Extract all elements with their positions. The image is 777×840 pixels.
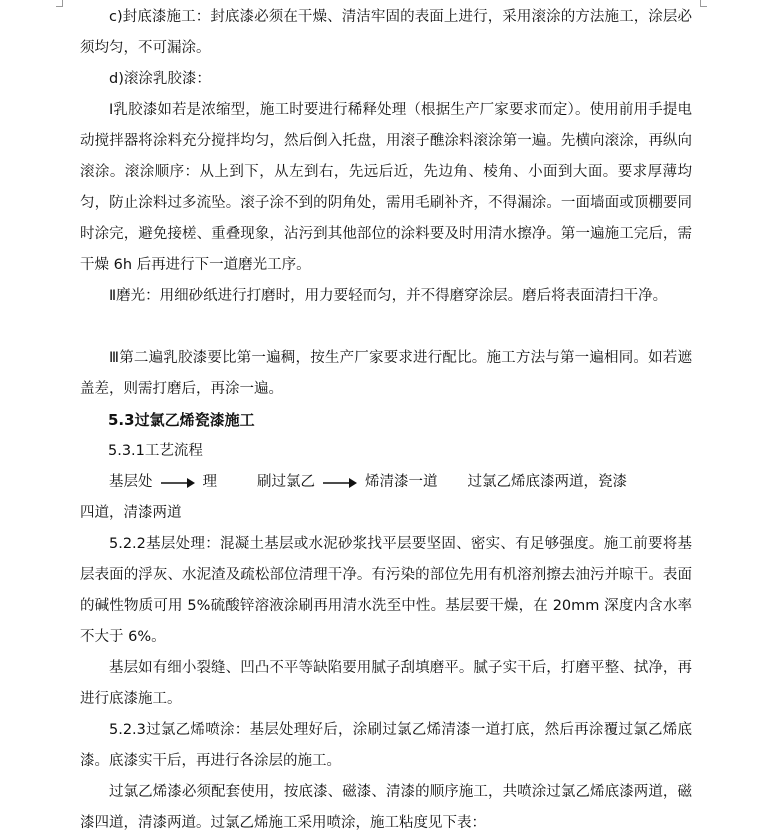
right-arrow-icon [161,477,195,489]
right-arrow-icon [323,477,357,489]
paragraph-coating-sequence: 过氯乙烯漆必须配套使用，按底漆、磁漆、清漆的顺序施工，共喷涂过氯乙烯底漆两道，磁漆四道，清漆两道。过氯乙烯施工采用喷涂，施工粘度见下表： [80,784,692,831]
flow-step-2-end: 烯清漆一道 [365,474,438,490]
page-corner-mark [700,6,707,7]
flow-step-1-end: 理 [202,474,217,490]
paragraph-spray-coating: 5.2.3过氯乙烯喷涂：基层处理好后，涂刷过氯乙烯清漆一道打底，然后再涂覆过氯乙烯底漆。底漆实干后，再进行各涂层的施工。 [80,722,692,769]
flow-step-1: 基层处 [109,474,153,490]
paragraph-base-treatment: 5.2.2基层处理：混凝土基层或水泥砂浆找平层要坚固、密实、有足够强度。施工前要将基层表面的浮灰、水泥渣及疏松部位清理干净。有污染的部位先用有机溶剂擦去油污并晾干。表面的碱性物质可用 5%硫酸锌溶液涂刷再用清水洗至中性。基层要干燥，在 20mm 深度内含水率不大于 6%。 [80,536,692,645]
process-flow [80,467,692,529]
paragraph-latex-step-1: Ⅰ乳胶漆如若是浓缩型，施工时要进行稀释处理（根据生产厂家要求而定）。使用前用手提电动搅拌器将涂料充分搅拌均匀，然后倒入托盘，用滚子醮涂料滚涂第一遍。先横向滚涂，再纵向滚涂。滚涂顺序：从上到下，从左到右，先远后近，先边角、棱角、小面到大面。要求厚薄均匀，防止涂料过多流坠。滚子涂不到的阴角处，需用毛刷补齐，不得漏涂。一面墙面或顶棚要同时涂完，避免接槎、重叠现象，沾污到其他部位的涂料要及时用清水擦净。第一遍施工完后，需干燥 6h 后再进行下一道磨光工序。 [80,102,692,273]
paragraph-seal-coat: c)封底漆施工：封底漆必须在干燥、清洁牢固的表面上进行，采用滚涂的方法施工，涂层必须均匀，不可漏涂。 [80,9,692,56]
flow-step-3: 过氯乙烯底漆两道，瓷漆 [467,474,627,490]
section-heading: 5.3过氯乙烯瓷漆施工 [108,411,255,429]
sub-heading-process-flow: 5.3.1工艺流程 [108,443,203,459]
page-corner-mark [56,6,63,7]
paragraph-roll-latex-title: d)滚涂乳胶漆： [109,71,211,87]
paragraph-latex-step-2: Ⅱ磨光：用细砂纸进行打磨时，用力要轻而匀，并不得磨穿涂层。磨后将表面清扫干净。 [109,288,668,304]
paragraph-latex-step-3: Ⅲ第二遍乳胶漆要比第一遍稠，按生产厂家要求进行配比。施工方法与第一遍相同。如若遮盖差，则需打磨后，再涂一遍。 [80,350,692,397]
paragraph-crack-filling: 基层如有细小裂缝、凹凸不平等缺陷要用腻子刮填磨平。腻子实干后，打磨平整、拭净，再进行底漆施工。 [80,660,692,707]
flow-step-2: 刷过氯乙 [257,474,315,490]
flow-continuation: 四道，清漆两道 [80,505,182,521]
